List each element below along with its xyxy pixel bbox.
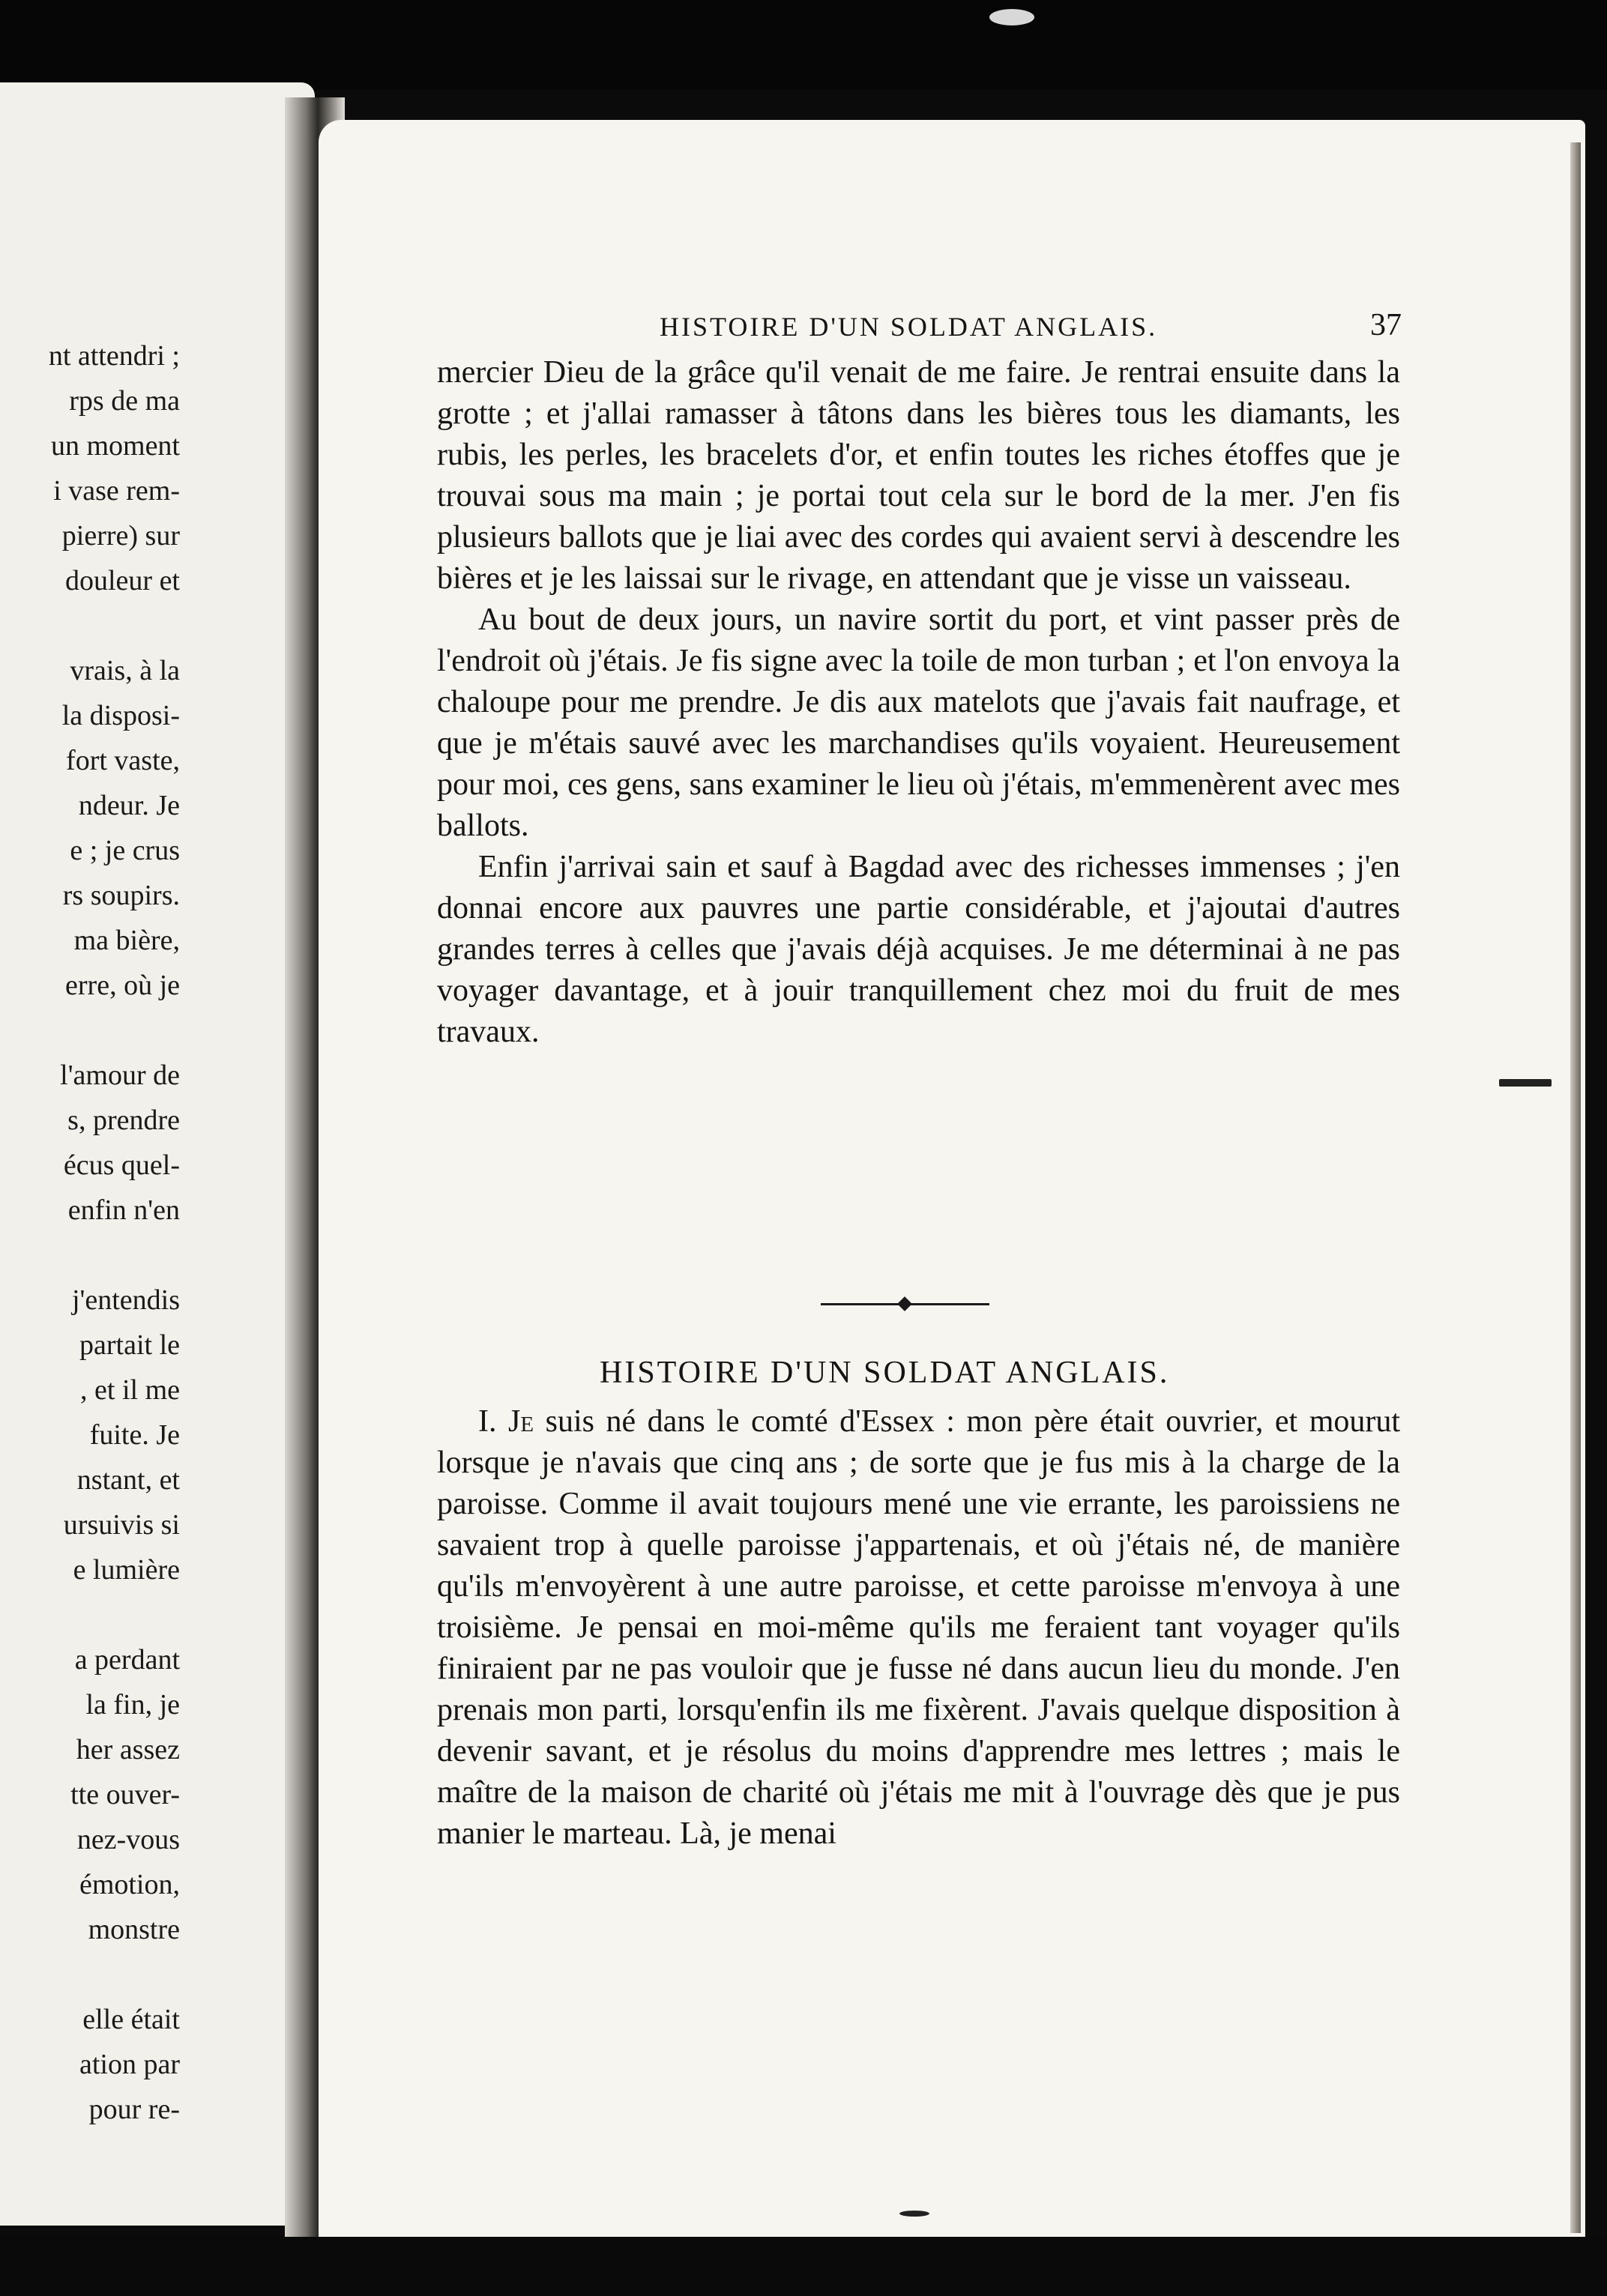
left-page-line — [7, 1592, 180, 1637]
left-page-line: nez-vous — [76, 1824, 180, 1855]
left-page-line: , et il me — [80, 1374, 180, 1406]
left-page-line: écus quel- — [63, 1149, 180, 1181]
left-page-line: fuite. Je — [89, 1419, 180, 1451]
left-page-line: i vase rem- — [53, 475, 180, 507]
left-page-line: nt attendri ; — [48, 340, 180, 372]
paragraph: Au bout de deux jours, un navire sortit du port, et vint passer près de l'endroit où j'étais. Je fis signe avec la toile de mon turban ; et l'on envoya la chaloupe pour me prendre. Je dis aux matelots que j'avais fait naufrage, et que je m'étais sauvé avec les marchandises qu'ils voyaient. Heureusement pour moi, ces gens, sans examiner le lieu où j'étais, m'emmenèrent avec mes ballots. — [437, 602, 1400, 843]
page-edge — [1570, 142, 1581, 2233]
left-page-line — [7, 1008, 180, 1053]
left-page-line: émotion, — [79, 1869, 180, 1900]
page-number: 37 — [1370, 308, 1402, 342]
paragraph: Enfin j'arrivai sain et sauf à Bagdad avec des richesses immenses ; j'en donnai encore aux pauvres une partie considérable, et j'ajoutai d'autres grandes terres à celles que j'avais déjà acquises. Je me déterminai à ne pas voyager davantage, et à jouir tranquillement chez moi du fruit de mes travaux. — [437, 850, 1400, 1049]
left-page-line: rps de ma — [69, 385, 180, 417]
left-page-line — [7, 1952, 180, 1997]
left-page-line — [7, 603, 180, 648]
section-title: HISTOIRE D'UN SOLDAT ANGLAIS. — [600, 1356, 1170, 1390]
left-page-line: e ; je crus — [70, 835, 180, 866]
section-numeral: I. — [478, 1404, 497, 1439]
left-page-line: rs soupirs. — [62, 880, 180, 911]
paragraph-body: suis né dans le comté d'Essex : mon père était ouvrier, et mourut lorsque je n'avais que cinq ans ; de sorte que je fus mis à la charge de la paroisse. Comme il avait toujours mené une vie errante, les paroissiens ne savaient trop à quelle paroisse j'appartenais, et où j'étais né, de manière qu'ils m'envoyèrent à une autre paroisse, et cette paroisse m'envoya à une troisième. Je pensai en moi-même qu'ils me feraient tant voyager qu'ils finiraient par ne pas vouloir que je fusse né dans aucun lieu du monde. J'en prenais mon parti, lorsqu'enfin ils me fixèrent. J'avais quelque disposition à devenir savant, et je résolus du moins d'apprendre mes lettres ; mais le maître de la maison de charité où j'étais me mit à l'ouvrage dès que je pus manier le marteau. Là, je menai — [437, 1404, 1401, 1851]
scan-speck — [1499, 1079, 1552, 1087]
scan-speck — [989, 9, 1034, 25]
scanner-border-top — [0, 0, 1607, 90]
scan-speck — [899, 2211, 929, 2217]
left-page-line — [7, 1233, 180, 1278]
left-page-text — [7, 333, 180, 2132]
left-page-line: enfin n'en — [67, 1194, 180, 1226]
left-page-line: her assez — [76, 1734, 180, 1765]
paragraph — [437, 1401, 1400, 1855]
left-page-line: la disposi- — [61, 700, 180, 731]
left-page-line: tte ouver- — [70, 1779, 180, 1810]
left-page-line: pour re- — [88, 2094, 180, 2125]
left-page-line: vrais, à la — [70, 655, 180, 686]
left-page-line: elle était — [82, 2004, 180, 2035]
left-page-line: pierre) sur — [61, 520, 180, 552]
left-page-line: j'entendis — [71, 1284, 180, 1316]
lead-word: Je — [508, 1404, 534, 1439]
left-page-line: un moment — [50, 430, 180, 462]
paragraph-continued: mercier Dieu de la grâce qu'il venait de me faire. Je rentrai ensuite dans la grotte ; et j'allai ramasser à tâtons dans les bières tous les diamants, les rubis, les perles, les bracelets d'or, et enfin toutes les riches étoffes que je trouvai sous ma main ; je portai tout cela sur le bord de la mer. J'en fis plusieurs ballots que je liai avec des cordes qui avaient servi à descendre les bières et je les laissai sur le rivage, en attendant que je visse un vaisseau. — [437, 355, 1400, 596]
left-page-line: fort vaste, — [66, 745, 180, 776]
scanner-border-bottom — [0, 2237, 1607, 2296]
left-page-line: e lumière — [73, 1554, 180, 1586]
text-block-section — [437, 1401, 1400, 1855]
left-page-line: ma bière, — [73, 925, 180, 956]
left-page-line: monstre — [88, 1914, 180, 1945]
text-block-top — [437, 352, 1400, 1053]
left-page-line: ndeur. Je — [78, 790, 180, 821]
left-page-line: s, prendre — [67, 1105, 180, 1136]
left-page-line: l'amour de — [60, 1060, 180, 1091]
left-page-line: erre, où je — [65, 970, 180, 1001]
left-page-line: douleur et — [64, 565, 180, 596]
running-head: HISTOIRE D'UN SOLDAT ANGLAIS. — [660, 312, 1158, 342]
left-page-line: ursuivis si — [63, 1509, 180, 1541]
left-page-line: nstant, et — [76, 1464, 180, 1496]
left-page-line: la fin, je — [85, 1689, 180, 1721]
left-page-line: a perdant — [74, 1644, 180, 1676]
left-page-line: ation par — [79, 2049, 180, 2080]
left-page-line: partait le — [79, 1329, 180, 1361]
